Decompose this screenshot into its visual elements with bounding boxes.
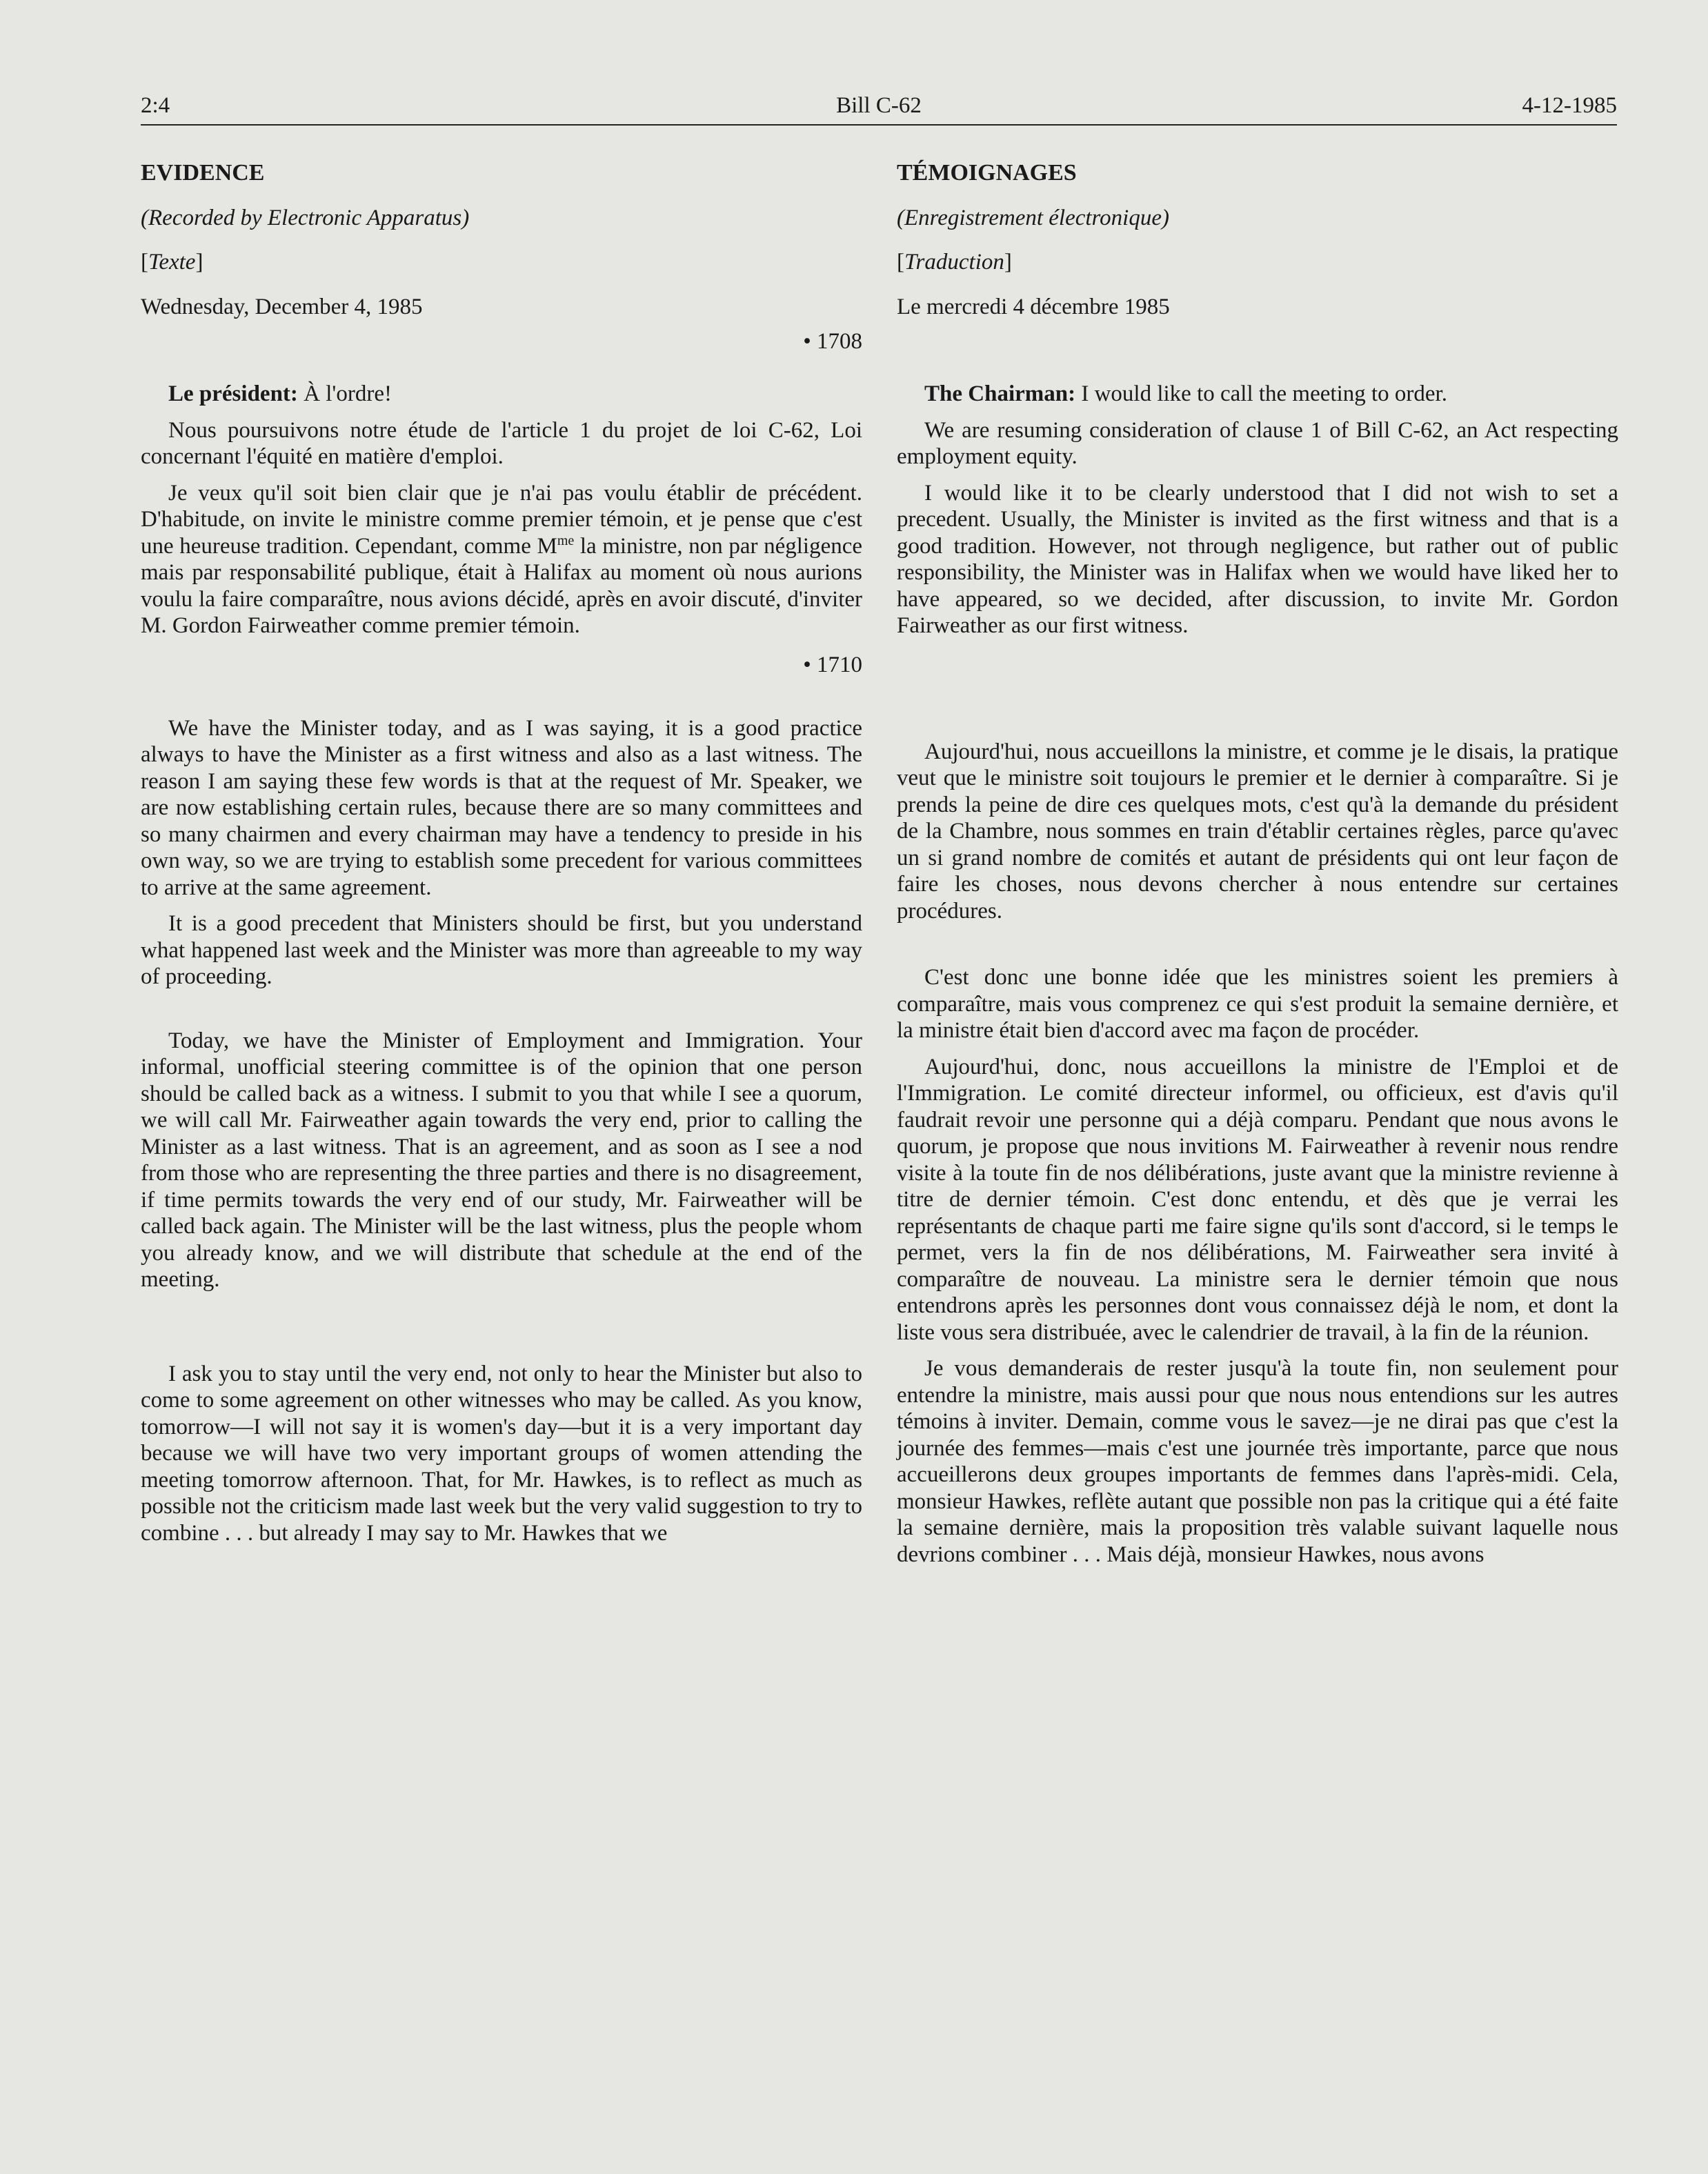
paragraph: I would like it to be clearly understood that I did not wish to set a precedent. Usually, the Minister is invited as the first witness and that is a good tradition. However, not through negligence, but rather out of public responsibility, the Minister was in Halifax when we would have liked her to have appeared, so we decided, after discussion, to invite Mr. Gordon Fairweather as our first witness. (897, 480, 1618, 638)
section-title-left: EVIDENCE (141, 160, 265, 186)
paragraph: Nous poursuivons notre étude de l'article 1 du projet de loi C-62, Loi concernant l'équité en matière d'emploi. (141, 417, 862, 469)
speaker-name: The Chairman: (924, 381, 1076, 406)
paragraph: We have the Minister today, and as I was saying, it is a good practice always to have the Minister as a first witness and also as a last witness. The reason I am saying these few words is that at the request of Mr. Speaker, we are now establishing certain rules, because there are so many committees and so many chairmen and every chairman may have a tendency to preside in his own way, so we are trying to establish some precedent for various committees to arrive at the same agreement. (141, 715, 862, 900)
running-header (141, 88, 1617, 123)
right-column (897, 160, 1618, 1577)
left-column (141, 160, 862, 1556)
paragraph: Je veux qu'il soit bien clair que je n'ai pas voulu établir de précédent. D'habitude, on invite le ministre comme premier témoin, et je pense que c'est une heureuse tradition. Cependant, comme $M^{me}$ la ministre, non par négligence mais par responsabilité publique, était à Halifax au moment où nous aurions voulu la faire comparaître, nous avions décidé, après en avoir discuté, d'inviter M. Gordon Fairweather comme premier témoin. (141, 480, 863, 638)
paragraph: Aujourd'hui, nous accueillons la ministre, et comme je le disais, la pratique veut que le ministre soit toujours le premier et le dernier à comparaître. Si je prends la peine de dire ces quelques mots, c'est qu'à la demande du président de la Chambre, nous sommes en train d'établir certaines règles, parce qu'avec un si grand nombre de comités et autant de présidents qui ont leur façon de faire les choses, nous devons chercher à nous entendre sur certaines procédures. (897, 739, 1618, 924)
header-date: 4-12-1985 (1522, 93, 1617, 118)
sitting-date-right: Le mercredi 4 décembre 1985 (897, 294, 1170, 319)
time-marker-1710: • 1710 (803, 652, 862, 677)
time-marker-1708: • 1708 (803, 329, 862, 354)
language-note-right: [Traduction] (897, 250, 1012, 275)
language-note-left: [Texte] (141, 250, 203, 275)
paragraph: Today, we have the Minister of Employment and Immigration. Your informal, unofficial steering committee is of the opinion that one person should be called back as a witness. I submit to you that while I see a quorum, we will call Mr. Fairweather again towards the very end, prior to calling the Minister as a last witness. That is an agreement, and as soon as I see a nod from those who are representing the three parties and there is no disagreement, if time permits towards the very end of our study, Mr. Fairweather will be called back again. The Minister will be the last witness, plus the people whom you already know, and we will distribute that schedule at the end of the meeting. (141, 1028, 862, 1292)
paragraph: I ask you to stay until the very end, not only to hear the Minister but also to come to some agreement on other witnesses who may be called. As you know, tomorrow—I will not say it is women's day—but it is a very important day because we will have two very important groups of women attending the meeting tomorrow afternoon. That, for Mr. Hawkes, is to reflect as much as possible not the criticism made last week but the very valid suggestion to try to combine . . . but already I may say to Mr. Hawkes that we (141, 1361, 862, 1546)
paragraph: We are resuming consideration of clause 1 of Bill C-62, an Act respecting employment equity. (897, 417, 1618, 469)
paragraph: Je vous demanderais de rester jusqu'à la toute fin, non seulement pour entendre la ministre, mais aussi pour que nous nous entendions sur les autres témoins à inviter. Demain, comme vous le savez—je ne dirai pas que c'est la journée des femmes—mais c'est une journée très importante, parce que nous accueillerons deux groupes importants de femmes dans l'après-midi. Cela, monsieur Hawkes, reflète autant que possible non pas la critique qui a été faite la semaine dernière, mais la proposition très valable suivant laquelle nous devrions combiner . . . Mais déjà, monsieur Hawkes, nous avons (897, 1356, 1618, 1567)
recording-note-left: (Recorded by Electronic Apparatus) (141, 205, 470, 230)
header-rule (141, 124, 1617, 126)
paragraph: It is a good precedent that Ministers should be first, but you understand what happened last week and the Minister was more than agreeable to my way of proceeding. (141, 911, 862, 989)
paragraph: The Chairman: I would like to call the meeting to order. (924, 381, 1447, 406)
sitting-date-left: Wednesday, December 4, 1985 (141, 294, 423, 319)
paragraph: Le président: À l'ordre! (168, 381, 392, 406)
bill-title: Bill C-62 (836, 93, 922, 118)
page-number: 2:4 (141, 93, 170, 118)
speaker-name: Le président: (168, 381, 298, 406)
paragraph: Aujourd'hui, donc, nous accueillons la ministre de l'Emploi et de l'Immigration. Le comité directeur informel, ou officieux, est d'avis qu'il faudrait revoir une personne qui a déjà comparu. Pendant que nous avons le quorum, je propose que nous invitions M. Fairweather à revenir nous rendre visite à la toute fin de nos délibérations, juste avant que la ministre revienne à titre de dernier témoin. C'est donc entendu, et dès que je verrai les représentants de chaque parti me faire signe qu'ils sont d'accord, si le temps le permet, vers la fin de nos délibérations, M. Fairweather sera invité à comparaître de nouveau. La ministre sera le dernier témoin que nous entendrons après les personnes dont vous connaissez déjà le nom, et dont la liste vous sera distribuée, avec le calendrier de travail, à la fin de la réunion. (897, 1054, 1618, 1345)
recording-note-right: (Enregistrement électronique) (897, 205, 1169, 230)
paragraph: C'est donc une bonne idée que les ministres soient les premiers à comparaître, mais vous comprenez ce qui s'est produit la semaine dernière, et la ministre était bien d'accord avec ma façon de procéder. (897, 965, 1618, 1043)
section-title-right: TÉMOIGNAGES (897, 160, 1077, 186)
